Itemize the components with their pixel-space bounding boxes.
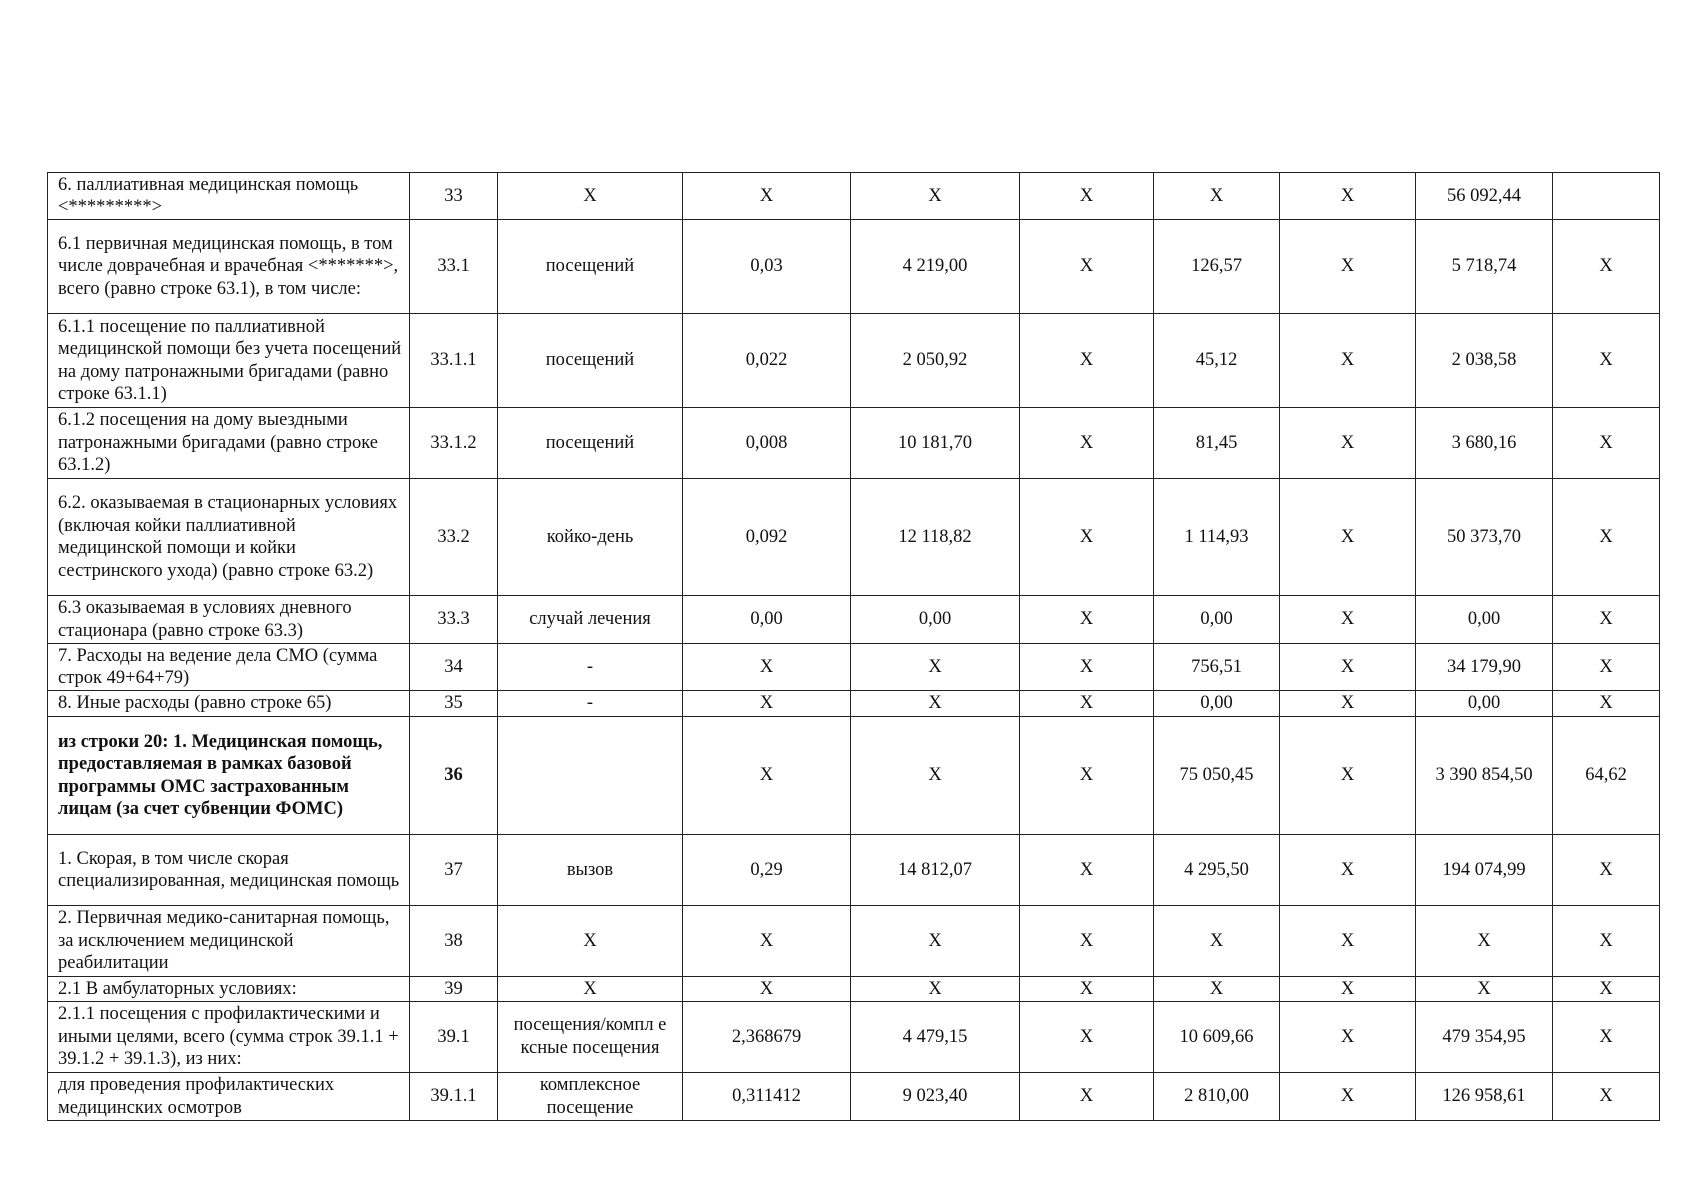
row-description: 6.1.2 посещения на дому выездными патронажными бригадами (равно строке 63.1.2): [48, 408, 410, 479]
value-cell: X: [1020, 644, 1154, 691]
value-cell: 0,00: [1154, 691, 1280, 717]
value-cell: X: [683, 644, 851, 691]
row-description: 1. Скорая, в том числе скорая специализированная, медицинская помощь: [48, 835, 410, 906]
value-cell: 0,311412: [683, 1073, 851, 1121]
row-number: 33.1.2: [410, 408, 498, 479]
value-cell: 0,00: [683, 596, 851, 644]
row-description: для проведения профилактических медицинских осмотров: [48, 1073, 410, 1121]
value-cell: 64,62: [1553, 717, 1660, 835]
value-cell: 81,45: [1154, 408, 1280, 479]
value-cell: X: [1154, 977, 1280, 1002]
value-cell: X: [1553, 220, 1660, 314]
unit-cell: койко-день: [498, 479, 683, 596]
unit-cell: вызов: [498, 835, 683, 906]
unit-cell: комплексное посещение: [498, 1073, 683, 1121]
value-cell: 10 609,66: [1154, 1002, 1280, 1073]
row-number: 38: [410, 906, 498, 977]
value-cell: 9 023,40: [851, 1073, 1020, 1121]
value-cell: [1553, 173, 1660, 220]
value-cell: X: [1020, 479, 1154, 596]
value-cell: 75 050,45: [1154, 717, 1280, 835]
value-cell: 56 092,44: [1416, 173, 1553, 220]
value-cell: X: [1416, 906, 1553, 977]
value-cell: 2 050,92: [851, 314, 1020, 408]
value-cell: X: [683, 906, 851, 977]
value-cell: X: [1020, 1073, 1154, 1121]
row-number: 37: [410, 835, 498, 906]
unit-cell: посещений: [498, 314, 683, 408]
value-cell: X: [1280, 835, 1416, 906]
table-row: [48, 1002, 1660, 1073]
value-cell: X: [1553, 596, 1660, 644]
value-cell: X: [1416, 977, 1553, 1002]
value-cell: 0,008: [683, 408, 851, 479]
value-cell: X: [1020, 596, 1154, 644]
row-number: 33: [410, 173, 498, 220]
value-cell: 50 373,70: [1416, 479, 1553, 596]
value-cell: 0,00: [1416, 691, 1553, 717]
value-cell: X: [1020, 906, 1154, 977]
value-cell: X: [851, 977, 1020, 1002]
value-cell: X: [683, 977, 851, 1002]
value-cell: 10 181,70: [851, 408, 1020, 479]
row-description: 6.1.1 посещение по паллиативной медицинской помощи без учета посещений на дому патронажными бригадами (равно строке 63.1.1): [48, 314, 410, 408]
value-cell: 756,51: [1154, 644, 1280, 691]
unit-cell: X: [498, 906, 683, 977]
value-cell: X: [1553, 408, 1660, 479]
value-cell: X: [1553, 835, 1660, 906]
value-cell: X: [1553, 479, 1660, 596]
value-cell: X: [1280, 644, 1416, 691]
value-cell: 4 479,15: [851, 1002, 1020, 1073]
value-cell: 2 810,00: [1154, 1073, 1280, 1121]
table-row: [48, 408, 1660, 479]
value-cell: 2 038,58: [1416, 314, 1553, 408]
value-cell: 0,29: [683, 835, 851, 906]
value-cell: 12 118,82: [851, 479, 1020, 596]
value-cell: X: [851, 691, 1020, 717]
value-cell: 479 354,95: [1416, 1002, 1553, 1073]
value-cell: X: [1020, 835, 1154, 906]
value-cell: X: [1280, 408, 1416, 479]
row-number: 33.1: [410, 220, 498, 314]
value-cell: 4 219,00: [851, 220, 1020, 314]
value-cell: X: [1280, 596, 1416, 644]
value-cell: 0,022: [683, 314, 851, 408]
table-row: [48, 1073, 1660, 1121]
row-description: из строки 20: 1. Медицинская помощь, предоставляемая в рамках базовой программы ОМС застрахованным лицам (за счет субвенции ФОМС): [48, 717, 410, 835]
row-number: 33.2: [410, 479, 498, 596]
unit-cell: -: [498, 644, 683, 691]
row-number: 39.1.1: [410, 1073, 498, 1121]
value-cell: 126 958,61: [1416, 1073, 1553, 1121]
table-row: [48, 906, 1660, 977]
value-cell: X: [851, 644, 1020, 691]
value-cell: X: [1280, 906, 1416, 977]
table-row: [48, 977, 1660, 1002]
unit-cell: -: [498, 691, 683, 717]
row-description: 8. Иные расходы (равно строке 65): [48, 691, 410, 717]
value-cell: 3 680,16: [1416, 408, 1553, 479]
row-description: 6.1 первичная медицинская помощь, в том числе доврачебная и врачебная <*******>, всего (равно строке 63.1), в том числе:: [48, 220, 410, 314]
table-row: [48, 314, 1660, 408]
value-cell: 45,12: [1154, 314, 1280, 408]
value-cell: 1 114,93: [1154, 479, 1280, 596]
value-cell: 5 718,74: [1416, 220, 1553, 314]
row-number: 39.1: [410, 1002, 498, 1073]
table-row: [48, 173, 1660, 220]
row-description: 6.2. оказываемая в стационарных условиях (включая койки паллиативной медицинской помощи и койки сестринского ухода) (равно строке 63.2): [48, 479, 410, 596]
value-cell: X: [1020, 220, 1154, 314]
row-number: 33.3: [410, 596, 498, 644]
table-row: [48, 644, 1660, 691]
value-cell: X: [1020, 977, 1154, 1002]
value-cell: X: [851, 906, 1020, 977]
table-row: [48, 220, 1660, 314]
row-number: 36: [410, 717, 498, 835]
row-description: 2.1.1 посещения с профилактическими и иными целями, всего (сумма строк 39.1.1 + 39.1.2 + 39.1.3), из них:: [48, 1002, 410, 1073]
value-cell: 0,00: [851, 596, 1020, 644]
value-cell: X: [1280, 977, 1416, 1002]
value-cell: X: [683, 717, 851, 835]
value-cell: X: [683, 691, 851, 717]
row-number: 34: [410, 644, 498, 691]
row-description: 7. Расходы на ведение дела СМО (сумма строк 49+64+79): [48, 644, 410, 691]
value-cell: X: [1020, 408, 1154, 479]
value-cell: X: [1553, 644, 1660, 691]
value-cell: X: [1280, 1002, 1416, 1073]
value-cell: X: [1154, 173, 1280, 220]
value-cell: X: [1553, 906, 1660, 977]
value-cell: 0,092: [683, 479, 851, 596]
unit-cell: X: [498, 977, 683, 1002]
row-description: 2. Первичная медико-санитарная помощь, за исключением медицинской реабилитации: [48, 906, 410, 977]
value-cell: 4 295,50: [1154, 835, 1280, 906]
value-cell: X: [851, 717, 1020, 835]
table-row: [48, 717, 1660, 835]
value-cell: X: [1280, 1073, 1416, 1121]
value-cell: X: [1553, 977, 1660, 1002]
value-cell: X: [683, 173, 851, 220]
row-description: 6. паллиативная медицинская помощь <*********>: [48, 173, 410, 220]
value-cell: X: [1280, 220, 1416, 314]
value-cell: X: [1280, 314, 1416, 408]
row-number: 35: [410, 691, 498, 717]
value-cell: X: [1020, 691, 1154, 717]
value-cell: X: [1020, 173, 1154, 220]
value-cell: X: [1280, 691, 1416, 717]
unit-cell: X: [498, 173, 683, 220]
row-description: 2.1 В амбулаторных условиях:: [48, 977, 410, 1002]
unit-cell: посещений: [498, 408, 683, 479]
value-cell: 126,57: [1154, 220, 1280, 314]
value-cell: X: [1553, 691, 1660, 717]
value-cell: 2,368679: [683, 1002, 851, 1073]
unit-cell: посещения/компл е ксные посещения: [498, 1002, 683, 1073]
table-row: [48, 691, 1660, 717]
row-number: 33.1.1: [410, 314, 498, 408]
unit-cell: случай лечения: [498, 596, 683, 644]
value-cell: X: [851, 173, 1020, 220]
value-cell: X: [1553, 1073, 1660, 1121]
value-cell: X: [1154, 906, 1280, 977]
value-cell: X: [1020, 1002, 1154, 1073]
value-cell: 0,00: [1154, 596, 1280, 644]
value-cell: 34 179,90: [1416, 644, 1553, 691]
value-cell: X: [1553, 1002, 1660, 1073]
table-row: [48, 479, 1660, 596]
table-row: [48, 596, 1660, 644]
table-row: [48, 835, 1660, 906]
document-page: [47, 172, 1660, 1121]
row-description: 6.3 оказываемая в условиях дневного стационара (равно строке 63.3): [48, 596, 410, 644]
unit-cell: [498, 717, 683, 835]
value-cell: 0,03: [683, 220, 851, 314]
value-cell: 14 812,07: [851, 835, 1020, 906]
value-cell: X: [1553, 314, 1660, 408]
value-cell: 3 390 854,50: [1416, 717, 1553, 835]
value-cell: X: [1020, 314, 1154, 408]
value-cell: 0,00: [1416, 596, 1553, 644]
row-number: 39: [410, 977, 498, 1002]
value-cell: X: [1280, 479, 1416, 596]
value-cell: X: [1020, 717, 1154, 835]
financing-table: [47, 172, 1660, 1121]
unit-cell: посещений: [498, 220, 683, 314]
value-cell: X: [1280, 717, 1416, 835]
value-cell: X: [1280, 173, 1416, 220]
value-cell: 194 074,99: [1416, 835, 1553, 906]
